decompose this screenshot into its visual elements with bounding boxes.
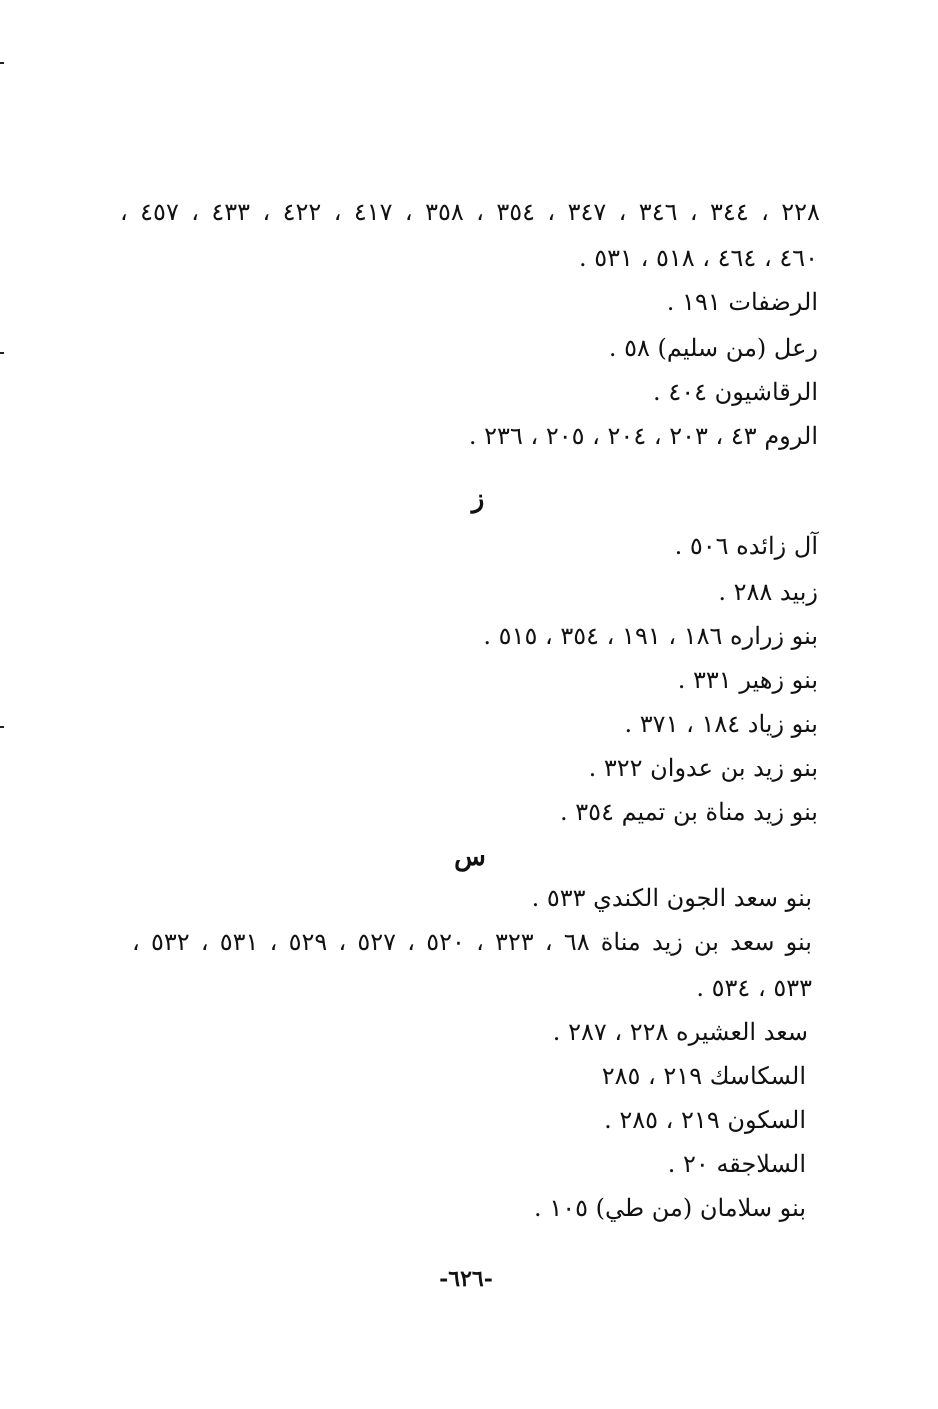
- index-entry: الرقاشيون ٤٠٤ .: [653, 378, 818, 406]
- index-entry: السكاسك ٢١٩ ، ٢٨٥: [601, 1062, 806, 1090]
- section-heading-letter: ز: [471, 484, 485, 514]
- index-entry: بنو زهير ٣٣١ .: [677, 666, 818, 694]
- index-continuation-line: ٢٢٨ ، ٣٤٤ ، ٣٤٦ ، ٣٤٧ ، ٣٥٤ ، ٣٥٨ ، ٤١٧ ، ٤٢٢ ، ٤٣٣ ، ٤٥٧ ،: [120, 198, 820, 226]
- scan-edge-mark: [0, 726, 4, 728]
- index-entry: سعد العشيره ٢٢٨ ، ٢٨٧ .: [552, 1018, 808, 1046]
- index-continuation-line: ٥٣٣ ، ٥٣٤ .: [696, 974, 812, 1002]
- index-entry: بنو سعد الجون الكندي ٥٣٣ .: [531, 884, 812, 912]
- index-entry: زبيد ٢٨٨ .: [718, 578, 818, 606]
- index-entry: بنو زيد بن عدوان ٣٢٢ .: [588, 754, 818, 782]
- page-number: -٦٢٦-: [439, 1266, 493, 1292]
- index-entry: السلاجقه ٢٠ .: [667, 1150, 806, 1178]
- index-continuation-line: ٤٦٠ ، ٤٦٤ ، ٥١٨ ، ٥٣١ .: [579, 244, 818, 272]
- section-heading-letter: س: [454, 842, 486, 872]
- index-entry: بنو زياد ١٨٤ ، ٣٧١ .: [624, 710, 818, 738]
- index-entry: بنو سلامان (من طي) ١٠٥ .: [534, 1194, 806, 1222]
- index-entry: آل زائده ٥٠٦ .: [674, 532, 818, 560]
- index-entry: بنو زراره ١٨٦ ، ١٩١ ، ٣٥٤ ، ٥١٥ .: [483, 622, 818, 650]
- scan-edge-mark: [0, 352, 4, 354]
- scan-edge-mark: [0, 62, 4, 64]
- index-entry: بنو سعد بن زيد مناة ٦٨ ، ٣٢٣ ، ٥٢٠ ، ٥٢٧ ، ٥٢٩ ، ٥٣١ ، ٥٣٢ ،: [132, 928, 812, 956]
- index-entry: رعل (من سليم) ٥٨ .: [608, 334, 818, 362]
- index-entry: الرضفات ١٩١ .: [666, 288, 818, 316]
- index-entry: بنو زيد مناة بن تميم ٣٥٤ .: [560, 798, 818, 826]
- index-entry: الروم ٤٣ ، ٢٠٣ ، ٢٠٤ ، ٢٠٥ ، ٢٣٦ .: [468, 422, 818, 450]
- index-entry: السكون ٢١٩ ، ٢٨٥ .: [604, 1106, 806, 1134]
